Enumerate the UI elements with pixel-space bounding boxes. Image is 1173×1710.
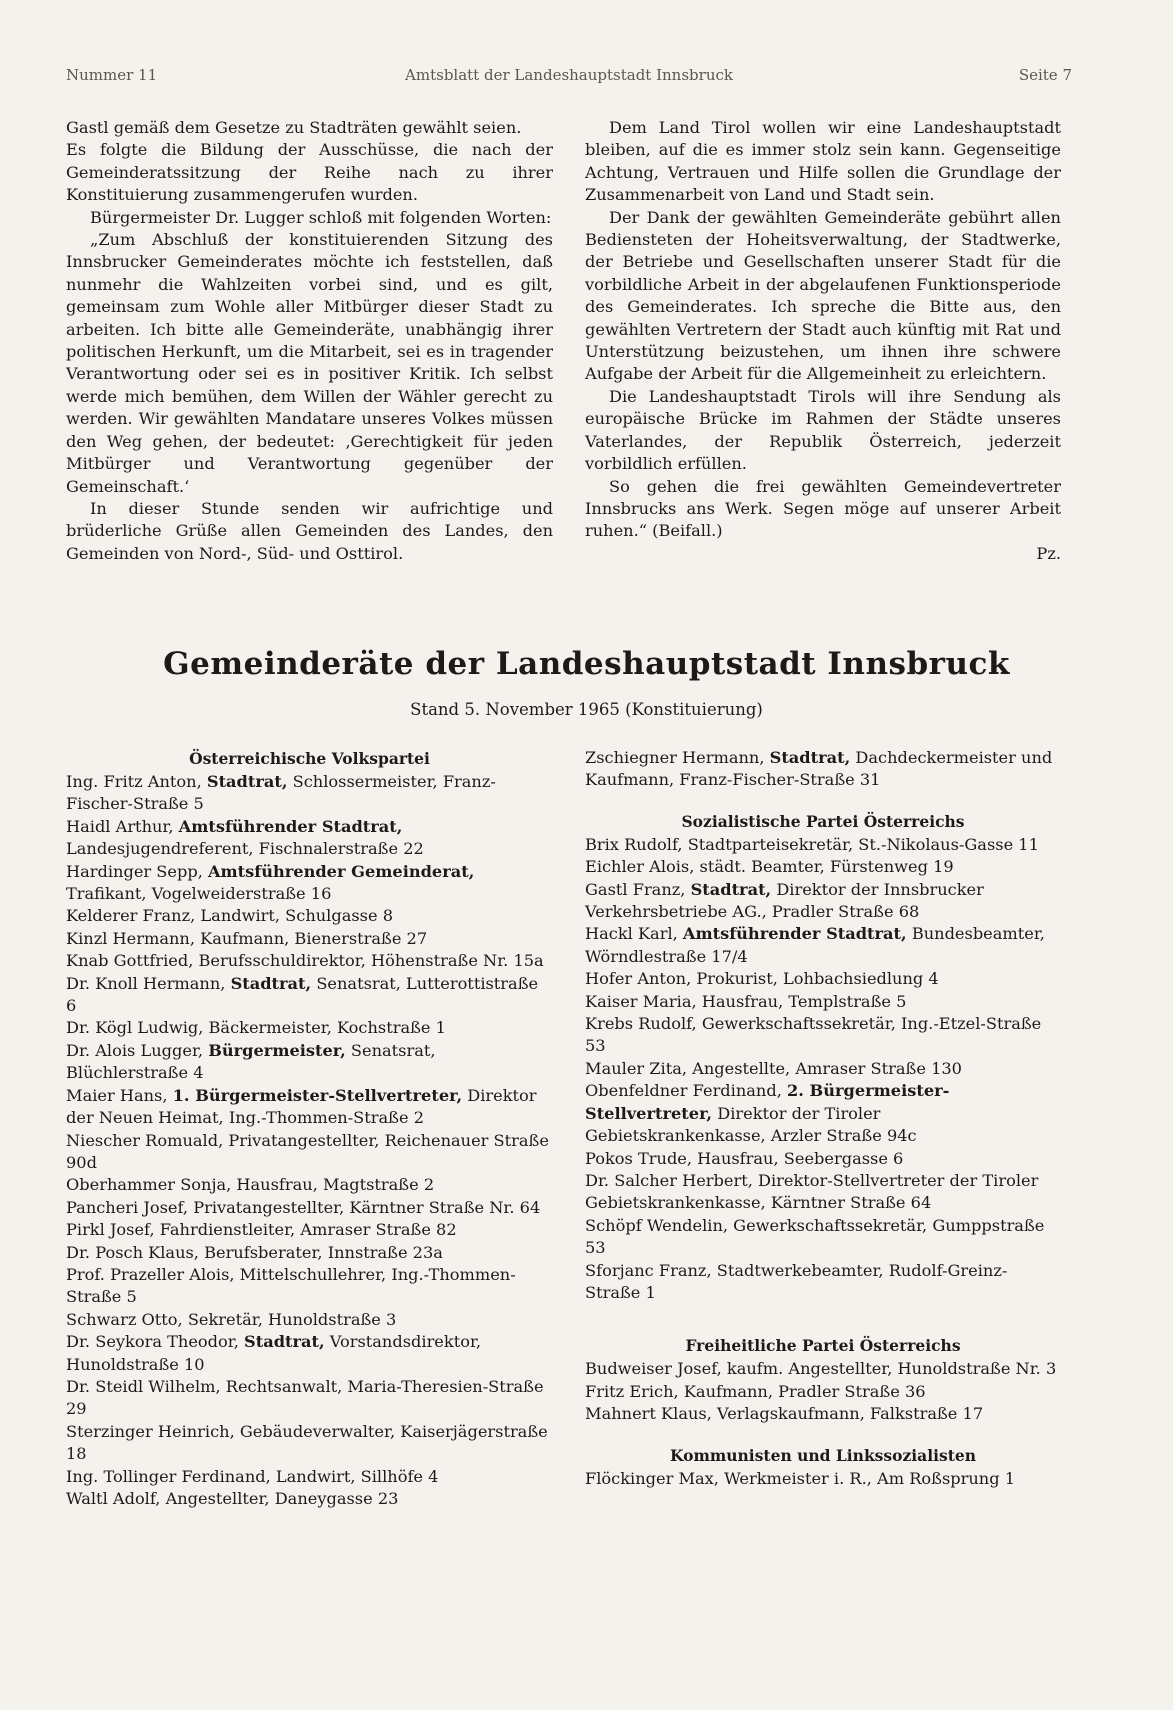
- council-member-entry: [66, 1174, 553, 1196]
- article-paragraph: Bürgermeister Dr. Lugger schloß mit folgenden Worten:: [90, 207, 552, 227]
- party-heading-kpoe: Kommunisten und Linkssozialisten: [670, 1445, 976, 1465]
- council-right-column: [585, 747, 1061, 1490]
- council-member-entry: [585, 1468, 1061, 1490]
- member-details: Schlossermeister, Franz-Fischer-Straße 5: [66, 772, 496, 814]
- council-member-entry: [585, 1260, 1061, 1305]
- member-details: Landesjugendreferent, Fischnalerstraße 22: [66, 839, 424, 859]
- member-name: Dr. Steidl Wilhelm, Rechtsanwalt, Maria-Theresien-Straße 29: [66, 1376, 544, 1419]
- author-signature: Pz.: [1036, 543, 1061, 563]
- member-name: Mahnert Klaus, Verlagskaufmann, Falkstraße 17: [585, 1404, 984, 1424]
- member-name: Mauler Zita, Angestellte, Amraser Straße 130: [585, 1058, 962, 1078]
- member-name: Hardinger Sepp,: [66, 861, 208, 881]
- member-name: Sforjanc Franz, Stadtwerkebeamter, Rudolf-Greinz-Straße 1: [585, 1260, 1008, 1302]
- member-list-oevp: [66, 771, 553, 1510]
- member-name: Schöpf Wendelin, Gewerkschaftssekretär, Gumppstraße 53: [585, 1215, 1045, 1258]
- member-details: Vorstandsdirektor, Hunoldstraße 10: [66, 1332, 482, 1374]
- member-role: 2. Bürgermeister-Stellvertreter,: [585, 1081, 950, 1123]
- member-role: Amtsführender Gemeinderat,: [207, 861, 475, 881]
- member-name: Dr. Posch Klaus, Berufsberater, Innstraße 23a: [66, 1242, 443, 1262]
- member-name: Haidl Arthur,: [66, 816, 179, 836]
- council-member-entry: [66, 1421, 553, 1466]
- member-role: Amtsführender Stadtrat,: [682, 924, 907, 944]
- member-list-spoe: [585, 834, 1061, 1305]
- publication-title: Amtsblatt der Landeshauptstadt Innsbruck: [405, 66, 733, 84]
- member-role: Stadtrat,: [244, 1332, 325, 1352]
- member-details: Direktor der Neuen Heimat, Ing.-Thommen-Straße 2: [66, 1085, 537, 1128]
- council-member-entry: [66, 1130, 553, 1175]
- issue-number: Nummer 11: [66, 66, 158, 84]
- member-name: Dr. Knoll Hermann,: [66, 973, 231, 993]
- council-member-entry: [585, 1170, 1061, 1215]
- member-list-fpoe: [585, 1358, 1061, 1425]
- member-name: Pirkl Josef, Fahrdienstleiter, Amraser Straße 82: [66, 1220, 457, 1240]
- member-name: Dr. Kögl Ludwig, Bäckermeister, Kochstraße 1: [66, 1018, 446, 1038]
- article-paragraph: So gehen die frei gewählten Gemeindevertreter Innsbrucks ans Werk. Segen möge auf unserer Arbeit ruhen.“ (Beifall.): [585, 476, 1061, 541]
- member-name: Zschiegner Hermann,: [585, 748, 770, 767]
- council-member-entry: [585, 1058, 1061, 1080]
- party-heading-spoe: Sozialistische Partei Österreichs: [681, 811, 965, 831]
- member-name: Hofer Anton, Prokurist, Lohbachsiedlung 4: [585, 969, 939, 989]
- council-member-entry: [66, 1488, 553, 1510]
- member-name: Brix Rudolf, Stadtparteisekretär, St.-Nikolaus-Gasse 11: [585, 834, 1039, 854]
- member-name: Budweiser Josef, kaufm. Angestellter, Hunoldstraße Nr. 3: [585, 1359, 1057, 1379]
- member-name: Maier Hans,: [66, 1085, 173, 1105]
- member-role: Stadtrat,: [769, 748, 851, 767]
- council-member-entry: [66, 905, 553, 927]
- member-name: Pancheri Josef, Privatangestellter, Kärntner Straße Nr. 64: [66, 1197, 541, 1217]
- council-member-entry: [585, 1080, 1061, 1147]
- council-member-entry: [66, 861, 553, 906]
- member-name: Oberhammer Sonja, Hausfrau, Magtstraße 2: [66, 1175, 435, 1195]
- member-role: 1. Bürgermeister-Stellvertreter,: [172, 1085, 463, 1105]
- member-role: Stadtrat,: [206, 772, 288, 791]
- member-name: Waltl Adolf, Angestellter, Daneygasse 23: [66, 1489, 399, 1508]
- council-member-entry: [66, 771, 553, 816]
- member-details: Trafikant, Vogelweiderstraße 16: [66, 884, 332, 904]
- party-heading-fpoe: Freiheitliche Partei Österreichs: [685, 1336, 961, 1356]
- council-member-entry: [585, 1381, 1061, 1403]
- member-name: Dr. Seykora Theodor,: [66, 1332, 245, 1352]
- member-name: Ing. Fritz Anton,: [66, 772, 207, 791]
- council-member-entry: [66, 1040, 553, 1085]
- member-name: Niescher Romuald, Privatangestellter, Reichenauer Straße 90d: [66, 1130, 549, 1172]
- council-member-entry: [66, 1085, 553, 1130]
- council-list-date: Stand 5. November 1965 (Konstituierung): [410, 700, 763, 719]
- council-member-entry: [585, 1013, 1061, 1058]
- member-name: Gastl Franz,: [585, 879, 691, 899]
- member-name: Dr. Alois Lugger,: [66, 1040, 209, 1060]
- article-paragraph: Gastl gemäß dem Gesetze zu Stadträten gewählt seien.: [66, 118, 522, 137]
- member-details: Bundesbeamter, Wörndlestraße 17/4: [585, 924, 1045, 966]
- page-number: Seite 7: [1018, 66, 1072, 84]
- council-member-entry: [585, 879, 1061, 924]
- council-member-entry: [585, 968, 1061, 990]
- member-name: Kaiser Maria, Hausfrau, Templstraße 5: [585, 991, 907, 1011]
- council-member-entry: [585, 991, 1061, 1013]
- council-list-title: Gemeinderäte der Landeshauptstadt Innsbruck: [163, 646, 1010, 682]
- article-paragraph: Der Dank der gewählten Gemeinderäte gebührt allen Bediensteten der Hoheitsverwaltung, der Stadtwerke, der Betriebe und Gesellschaften unserer Stadt für die vorbildliche Arbeit in der abgelaufenen Funktionsperiode des Gemeinderates. Ich spreche die Bitte aus, den gewählten Vertretern der Stadt auch künftig mit Rat und Unterstützung beizustehen, um ihnen ihre schwere Aufgabe der Arbeit für die Allgemeinheit zu erleichtern.: [585, 207, 1061, 384]
- member-name: Ing. Tollinger Ferdinand, Landwirt, Sillhöfe 4: [66, 1466, 439, 1486]
- council-member-entry: [66, 816, 553, 861]
- article-right-column: [585, 117, 1061, 565]
- member-name: Kinzl Hermann, Kaufmann, Bienerstraße 27: [66, 928, 428, 948]
- member-name: Prof. Prazeller Alois, Mittelschullehrer, Ing.-Thommen-Straße 5: [66, 1264, 516, 1307]
- member-details: Senatsrat, Lutterottistraße 6: [66, 973, 539, 1016]
- member-name: Hackl Karl,: [585, 924, 683, 944]
- member-details: Direktor der Tiroler Gebietskrankenkasse, Arzler Straße 94c: [585, 1103, 917, 1146]
- member-name: Fritz Erich, Kaufmann, Pradler Straße 36: [585, 1381, 926, 1401]
- article-paragraph: Dem Land Tirol wollen wir eine Landeshauptstadt bleiben, auf die es immer stolz sein kann. Gegenseitige Achtung, Vertrauen und Hilfe sollen die Grundlage der Zusammenarbeit von Land und Stadt sein.: [585, 118, 1061, 205]
- council-member-entry: [66, 1197, 553, 1219]
- member-role: Stadtrat,: [230, 973, 312, 993]
- member-name: Obenfeldner Ferdinand,: [585, 1081, 787, 1101]
- member-list-oevp-continued: [585, 747, 1061, 792]
- council-member-entry: [585, 856, 1061, 878]
- member-details: Senatsrat, Blüchlerstraße 4: [66, 1040, 436, 1083]
- council-member-entry: [66, 1219, 553, 1241]
- member-role: Stadtrat,: [690, 879, 772, 899]
- member-details: Direktor der Innsbrucker Verkehrsbetriebe AG., Pradler Straße 68: [585, 879, 984, 922]
- article-paragraph: Es folgte die Bildung der Ausschüsse, die nach der Gemeinderatssitzung der Reihe nach zu ihrer Konstituierung zusammengerufen wurden.: [66, 140, 553, 205]
- council-member-entry: [585, 1215, 1061, 1260]
- member-name: Pokos Trude, Hausfrau, Seebergasse 6: [585, 1148, 904, 1168]
- member-details: Dachdeckermeister und Kaufmann, Franz-Fischer-Straße 31: [585, 748, 1053, 790]
- member-name: Knab Gottfried, Berufsschuldirektor, Höhenstraße Nr. 15a: [66, 951, 544, 971]
- council-member-entry: [66, 1309, 553, 1331]
- council-member-entry: [66, 928, 553, 950]
- member-name: Eichler Alois, städt. Beamter, Fürstenweg 19: [585, 857, 954, 877]
- member-name: Schwarz Otto, Sekretär, Hunoldstraße 3: [66, 1309, 397, 1329]
- council-member-entry: [585, 923, 1061, 968]
- member-name: Kelderer Franz, Landwirt, Schulgasse 8: [66, 906, 394, 926]
- member-name: Krebs Rudolf, Gewerkschaftssekretär, Ing.-Etzel-Straße 53: [585, 1014, 1042, 1056]
- member-role: Amtsführender Stadtrat,: [178, 816, 403, 836]
- article-paragraph: Die Landeshauptstadt Tirols will ihre Sendung als europäische Brücke im Rahmen der Städte unseres Vaterlandes, der Republik Österreich, jederzeit vorbildlich erfüllen.: [585, 386, 1061, 474]
- council-member-entry: [585, 834, 1061, 856]
- council-member-entry: [585, 747, 1061, 792]
- council-left-column: [66, 747, 553, 1510]
- member-name: Flöckinger Max, Werkmeister i. R., Am Roßsprung 1: [585, 1468, 1016, 1488]
- member-name: Dr. Salcher Herbert, Direktor-Stellvertreter der Tiroler Gebietskrankenkasse, Kärntner Straße 64: [585, 1170, 1039, 1213]
- council-member-entry: [66, 950, 553, 972]
- council-member-entry: [66, 1466, 553, 1488]
- page-header: [66, 66, 1072, 90]
- council-member-entry: [66, 1242, 553, 1264]
- member-role: Bürgermeister,: [208, 1040, 346, 1060]
- article-paragraph: „Zum Abschluß der konstituierenden Sitzung des Innsbrucker Gemeinderates möchte ich feststellen, daß nunmehr die Wahlzeiten vorbei sind, und es gilt, gemeinsam zum Wohle aller Mitbürger dieser Stadt zu arbeiten. Ich bitte alle Gemeinderäte, unabhängig ihrer politischen Herkunft, um die Mitarbeit, sei es in tragender Verantwortung oder sei es in positiver Kritik. Ich selbst werde mich bemühen, dem Willen der Wähler gerecht zu werden. Wir gewählten Mandatare unseres Volkes müssen den Weg gehen, der bedeutet: ‚Gerechtigkeit für jeden Mitbürger und Verantwortung gegenüber der Gemeinschaft.‘: [66, 230, 553, 496]
- council-member-entry: [66, 1376, 553, 1421]
- member-list-kpoe: [585, 1468, 1061, 1490]
- council-member-entry: [585, 1148, 1061, 1170]
- council-member-entry: [66, 1331, 553, 1376]
- party-heading-oevp: Österreichische Volkspartei: [189, 749, 430, 768]
- article-left-column: [66, 117, 553, 565]
- council-member-entry: [66, 1264, 553, 1309]
- council-member-entry: [585, 1358, 1061, 1380]
- council-member-entry: [66, 1017, 553, 1039]
- council-member-entry: [66, 973, 553, 1018]
- member-name: Sterzinger Heinrich, Gebäudeverwalter, Kaiserjägerstraße 18: [66, 1421, 548, 1464]
- council-member-entry: [585, 1403, 1061, 1425]
- article-paragraph: In dieser Stunde senden wir aufrichtige und brüderliche Grüße allen Gemeinden des Landes, den Gemeinden von Nord-, Süd- und Osttirol.: [66, 498, 553, 563]
